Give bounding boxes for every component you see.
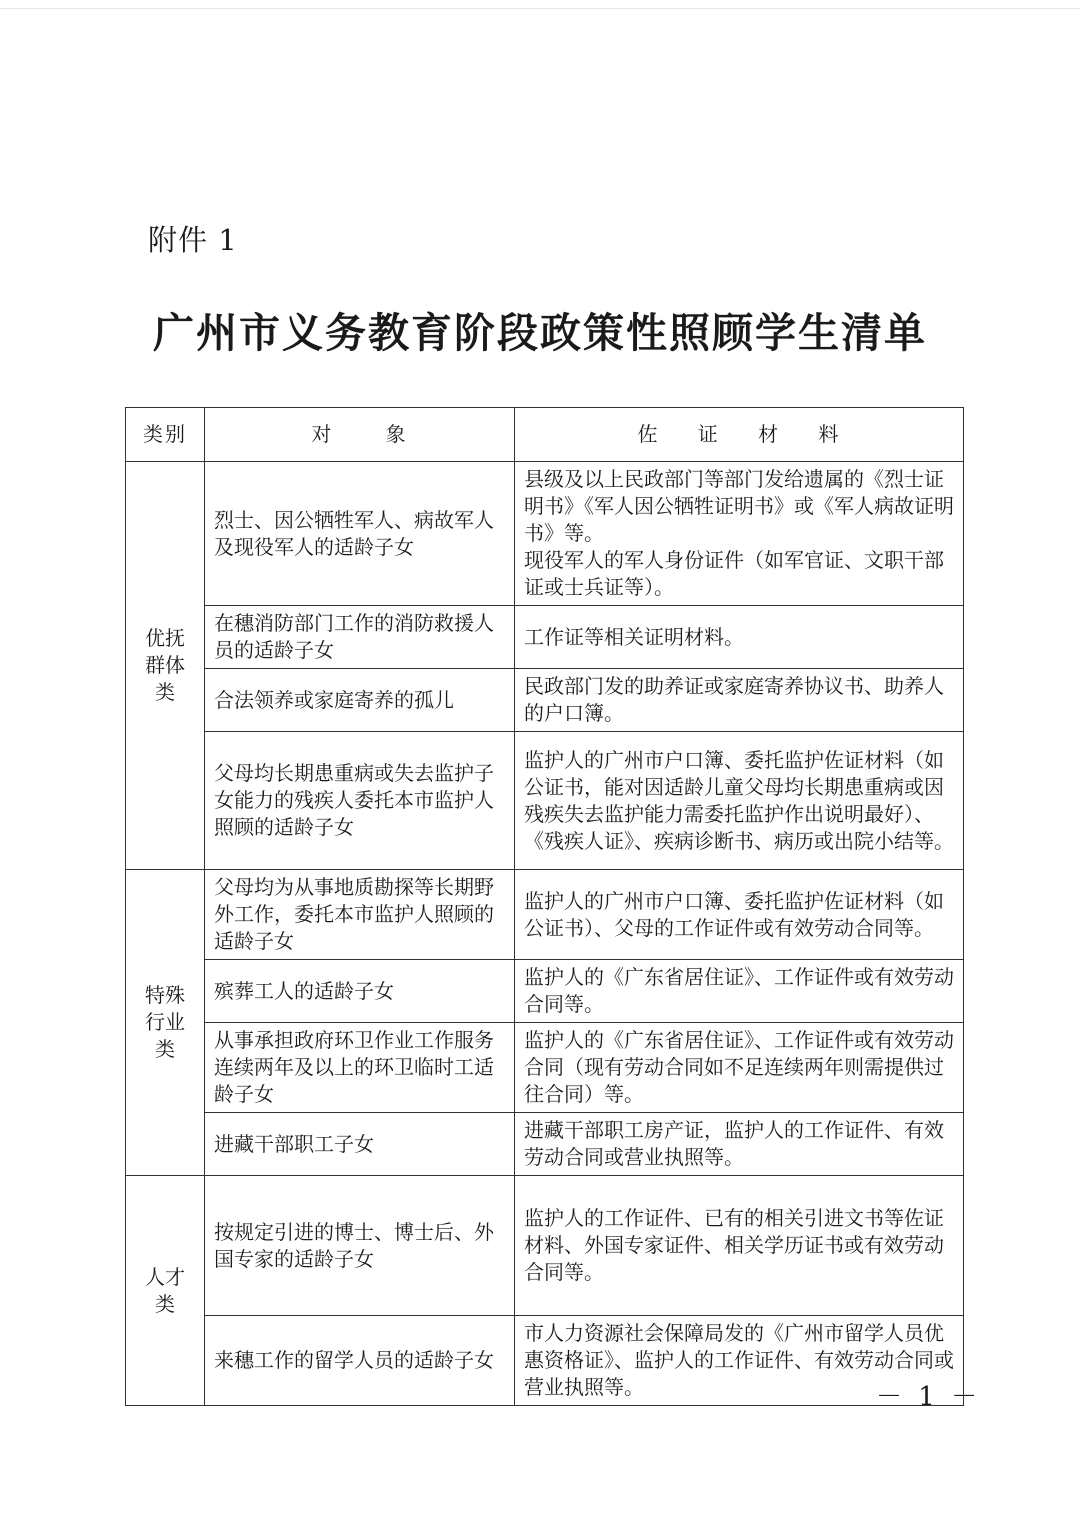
table-header-row xyxy=(126,408,964,462)
material-text: 工作证等相关证明材料。 xyxy=(524,624,744,649)
category-cell xyxy=(126,462,205,870)
object-cell: 在穗消防部门工作的消防救援人员的适龄子女 xyxy=(205,606,515,669)
table-row xyxy=(126,870,964,960)
table-row xyxy=(126,1023,964,1113)
category-label: 优抚群体类 xyxy=(145,626,185,704)
material-cell xyxy=(515,1113,964,1176)
material-text: 进藏干部职工房产证，监护人的工作证件、有效劳动合同或营业执照等。 xyxy=(524,1118,944,1169)
material-text: 监护人的《广东省居住证》、工作证件或有效劳动合同（现有劳动合同如不足连续两年则需提供过往合同）等。 xyxy=(524,1028,954,1106)
object-cell: 来穗工作的留学人员的适龄子女 xyxy=(205,1316,515,1406)
object-cell: 父母均为从事地质勘探等长期野外工作，委托本市监护人照顾的适龄子女 xyxy=(205,870,515,960)
material-cell xyxy=(515,606,964,669)
material-text: 监护人的广州市户口簿、委托监护佐证材料（如公证书）、父母的工作证件或有效劳动合同等。 xyxy=(524,888,944,940)
category-label: 人才类 xyxy=(145,1264,185,1316)
table-row xyxy=(126,606,964,669)
table-row xyxy=(126,669,964,732)
table-row xyxy=(126,732,964,870)
page-number: － 1 － xyxy=(876,1382,982,1412)
material-text: 监护人的广州市户口簿、委托监护佐证材料（如公证书，能对因适龄儿童父母均长期患重病或因残疾失去监护能力需委托监护作出说明最好）、《残疾人证》、疾病诊断书、病历或出院小结等。 xyxy=(524,747,954,853)
material-cell xyxy=(515,960,964,1023)
material-cell xyxy=(515,669,964,732)
material-text: 县级及以上民政部门等部门发给遗属的《烈士证明书》《军人因公牺牲证明书》或《军人病故证明书》等。 xyxy=(524,467,954,545)
category-cell xyxy=(126,870,205,1176)
header-material: 佐 证 材 料 xyxy=(515,408,964,462)
material-cell xyxy=(515,732,964,870)
material-text: 市人力资源社会保障局发的《广州市留学人员优惠资格证》、监护人的工作证件、有效劳动合同或营业执照等。 xyxy=(524,1321,954,1399)
object-cell: 烈士、因公牺牲军人、病故军人及现役军人的适龄子女 xyxy=(205,462,515,606)
material-cell xyxy=(515,1176,964,1316)
object-cell: 从事承担政府环卫作业工作服务连续两年及以上的环卫临时工适龄子女 xyxy=(205,1023,515,1113)
material-text: 民政部门发的助养证或家庭寄养协议书、助养人的户口簿。 xyxy=(524,674,944,725)
table-row xyxy=(126,960,964,1023)
attachment-label: 附件 1 xyxy=(148,223,238,257)
header-category: 类别 xyxy=(126,408,205,462)
category-label: 特殊行业类 xyxy=(145,983,185,1061)
document-title: 广州市义务教育阶段政策性照顾学生清单 xyxy=(153,309,927,357)
material-text: 监护人的工作证件、已有的相关引进文书等佐证材料、外国专家证件、相关学历证书或有效劳动合同等。 xyxy=(524,1206,944,1284)
object-cell: 按规定引进的博士、博士后、外国专家的适龄子女 xyxy=(205,1176,515,1316)
material-text: 现役军人的军人身份证件（如军官证、文职干部证或士兵证等）。 xyxy=(524,548,944,599)
material-text: 监护人的《广东省居住证》、工作证件或有效劳动合同等。 xyxy=(524,965,954,1016)
material-cell xyxy=(515,462,964,606)
policy-student-table xyxy=(125,407,964,1406)
header-object: 对 象 xyxy=(205,408,515,462)
top-border-line xyxy=(0,8,1080,9)
category-cell xyxy=(126,1176,205,1406)
material-cell xyxy=(515,1023,964,1113)
table-row xyxy=(126,1113,964,1176)
table-row xyxy=(126,1316,964,1406)
object-cell: 进藏干部职工子女 xyxy=(205,1113,515,1176)
object-cell: 合法领养或家庭寄养的孤儿 xyxy=(205,669,515,732)
object-cell: 殡葬工人的适龄子女 xyxy=(205,960,515,1023)
material-cell xyxy=(515,870,964,960)
table-row xyxy=(126,1176,964,1316)
object-cell: 父母均长期患重病或失去监护子女能力的残疾人委托本市监护人照顾的适龄子女 xyxy=(205,732,515,870)
table-row xyxy=(126,462,964,606)
